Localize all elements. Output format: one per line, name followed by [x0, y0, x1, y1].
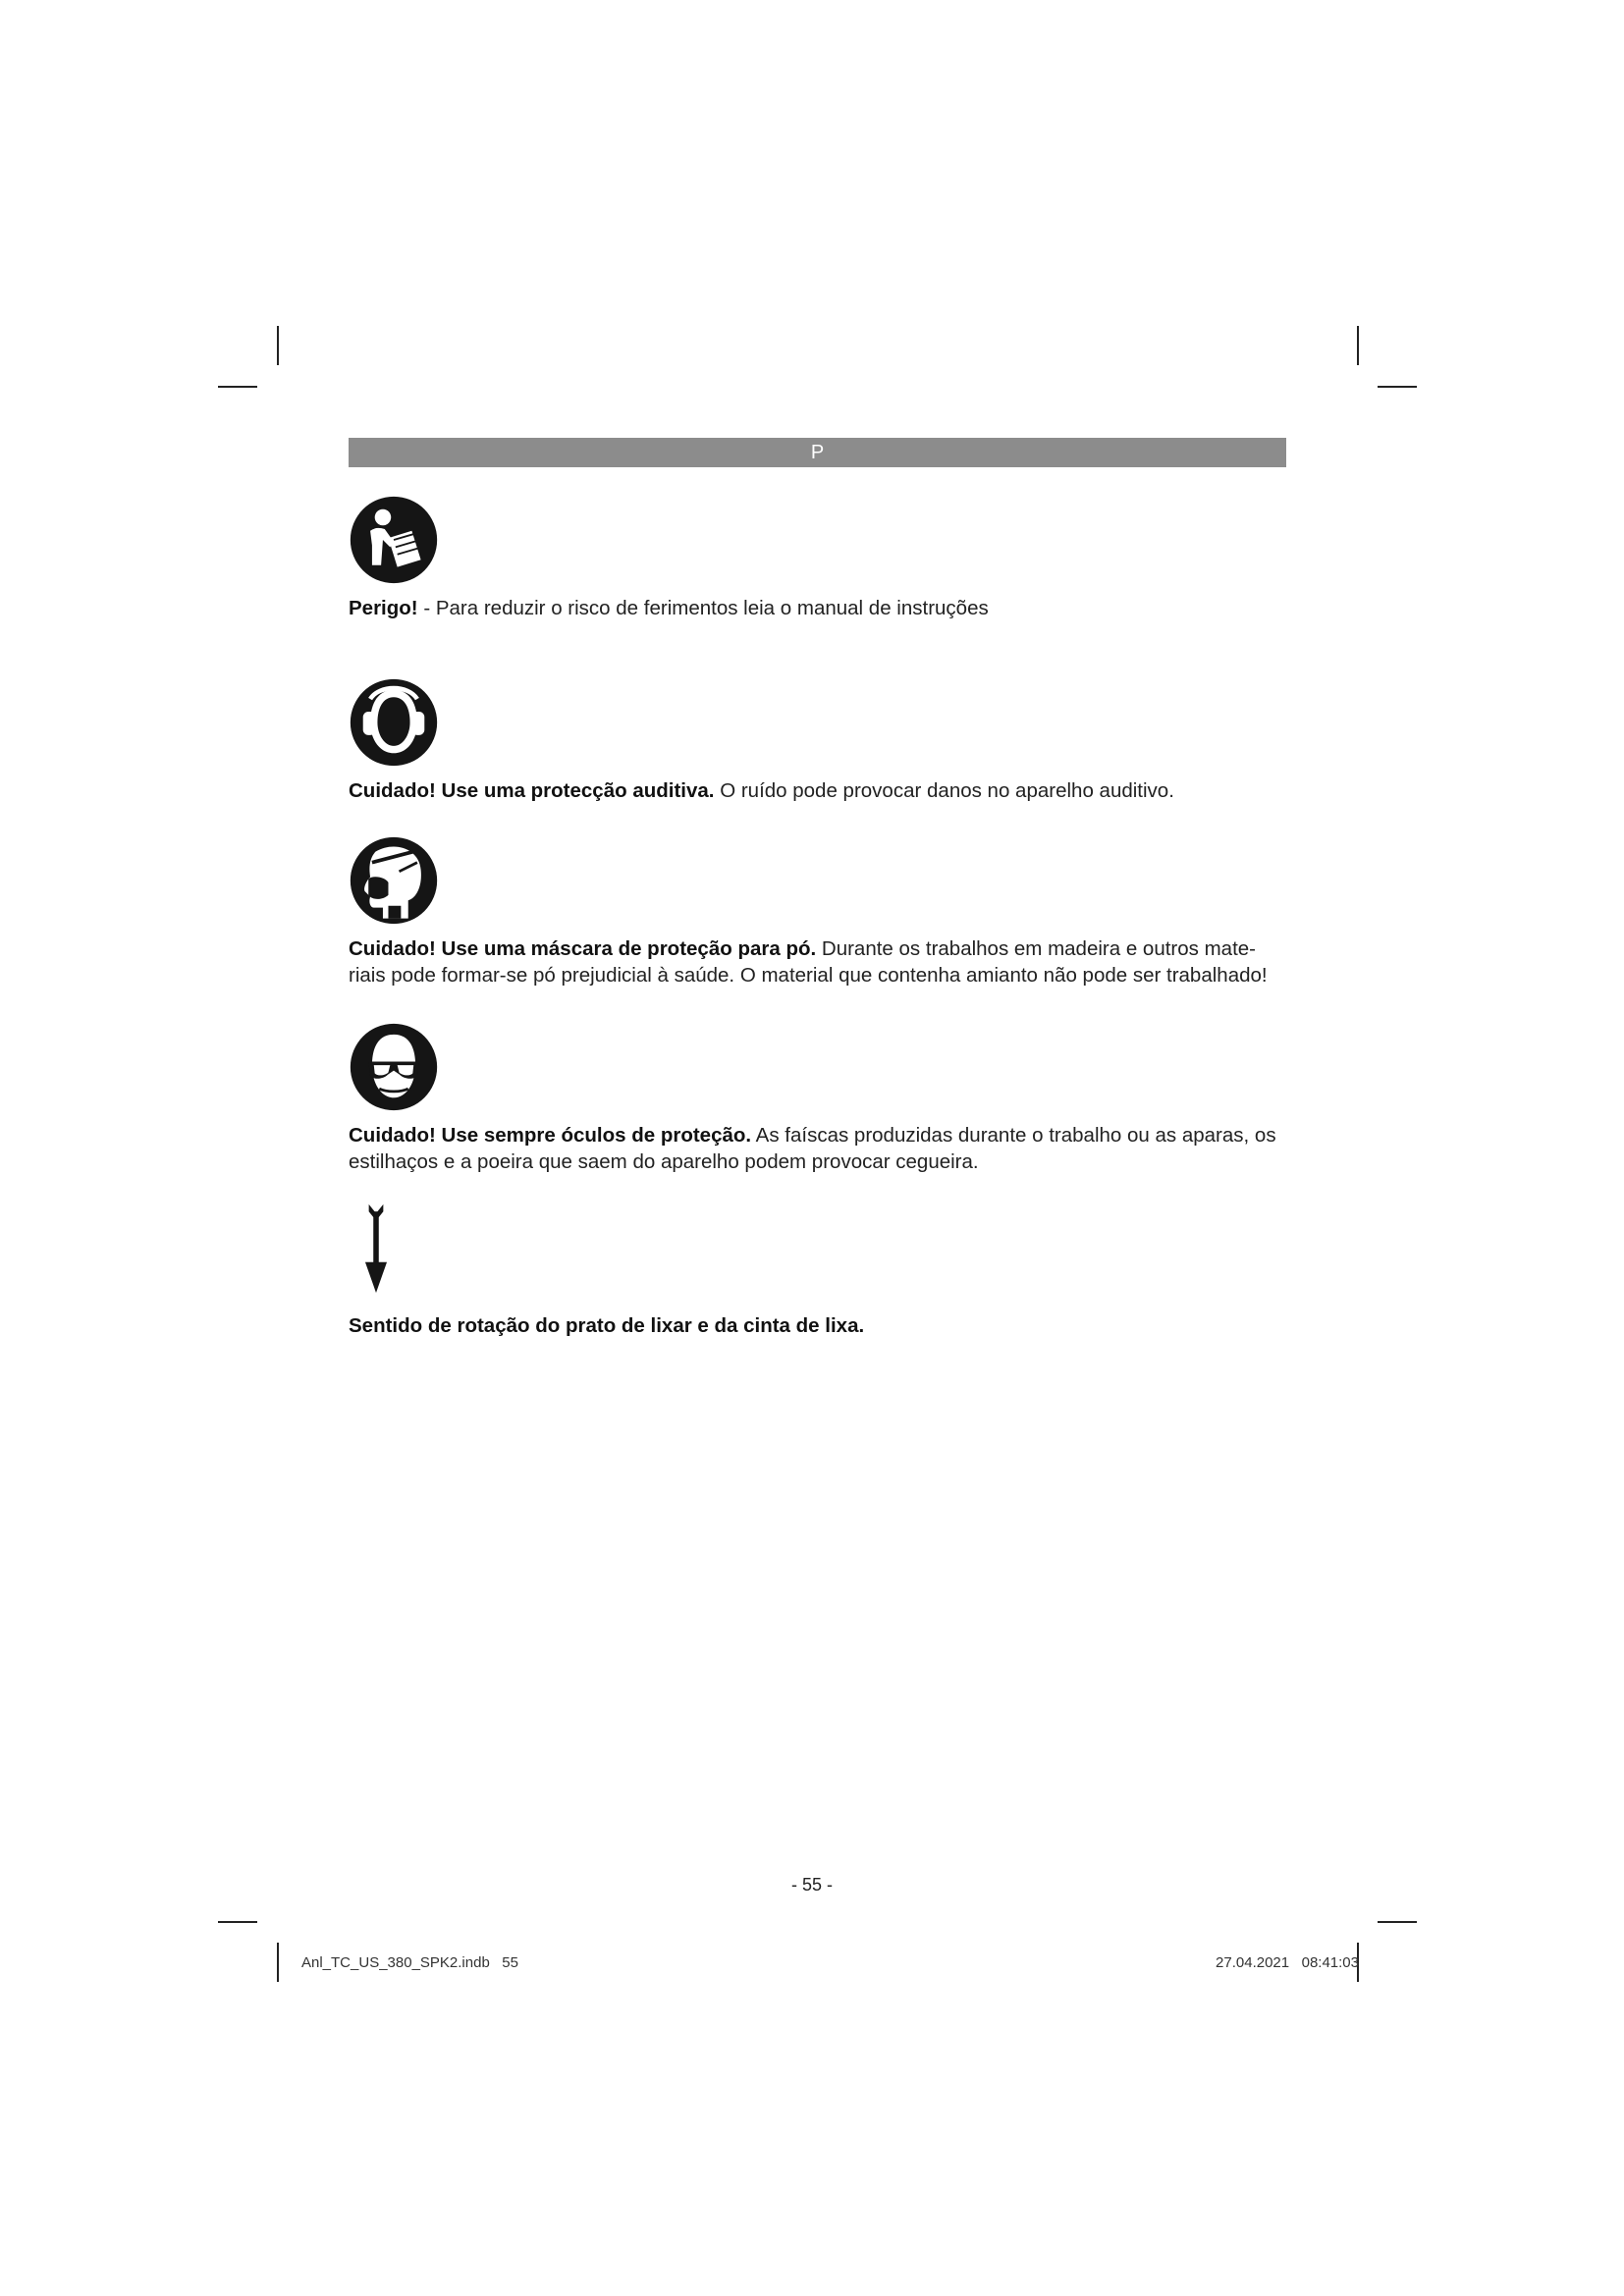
footer-timestamp: 27.04.2021 08:41:03 [1216, 1954, 1359, 1971]
safety-text: Cuidado! Use uma máscara de proteção para pó. Durante os trabalhos em madeira e outros mate-riais pode formar-se pó prejudicial à saúde. O material que contenha amianto não pode ser trabalhado! [349, 937, 1268, 987]
crop-mark [1378, 386, 1417, 388]
safety-section-goggles [349, 1022, 1291, 1175]
safety-text: Cuidado! Use sempre óculos de proteção. As faíscas produzidas durante o trabalho ou as aparas, os estilhaços e a poeira que saem do aparelho podem provocar cegueira. [349, 1124, 1276, 1173]
language-header-bar [349, 438, 1286, 467]
read-manual-icon [349, 495, 439, 585]
safety-section-dust-mask [349, 835, 1291, 988]
safety-section-hearing [349, 677, 1291, 804]
crop-mark [1378, 1921, 1417, 1923]
crop-mark [218, 1921, 257, 1923]
hearing-protection-icon [349, 677, 439, 768]
page-number: - 55 - [790, 1875, 833, 1895]
crop-mark [218, 386, 257, 388]
safety-section-read-manual [349, 495, 1291, 621]
crop-mark [277, 1943, 279, 1982]
language-code: P [810, 442, 825, 463]
safety-goggles-icon [349, 1022, 439, 1112]
crop-mark [1357, 326, 1359, 365]
rotation-direction-arrow-icon [356, 1202, 396, 1293]
safety-text: Cuidado! Use uma protecção auditiva. O ruído pode provocar danos no aparelho auditivo. [349, 779, 1174, 802]
footer-file-info: Anl_TC_US_380_SPK2.indb 55 [301, 1954, 518, 1971]
safety-text: Perigo! - Para reduzir o risco de ferimentos leia o manual de instruções [349, 597, 989, 619]
dust-mask-icon [349, 835, 439, 926]
crop-mark [277, 326, 279, 365]
safety-text: Sentido de rotação do prato de lixar e da cinta de lixa. [349, 1314, 865, 1337]
safety-section-rotation [349, 1202, 1291, 1339]
